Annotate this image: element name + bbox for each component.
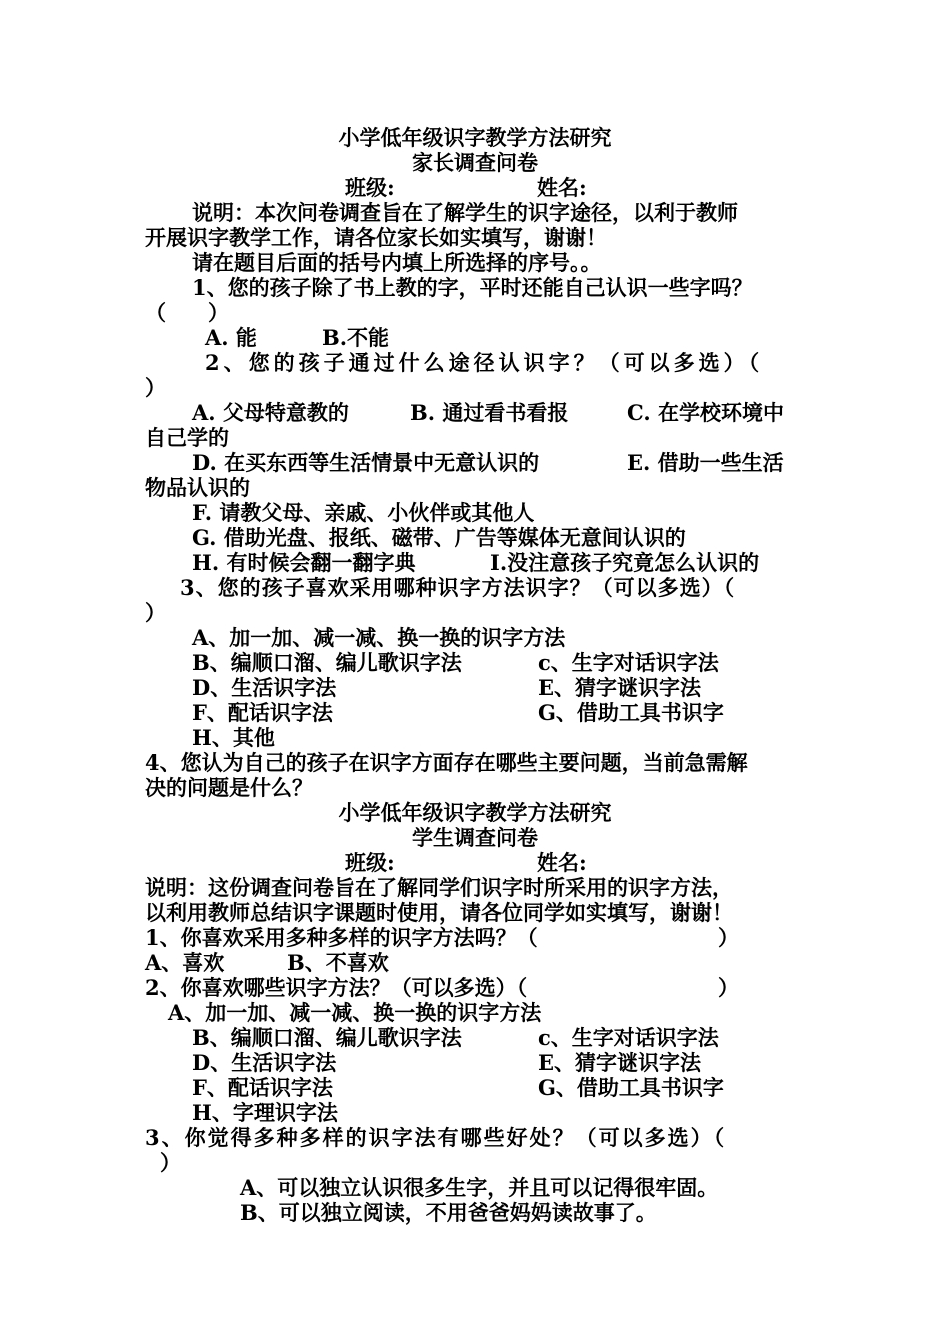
student-q1-option-b: B、不喜欢 (287, 950, 389, 975)
parent-q2-option-b: B. 通过看书看报 (410, 400, 569, 425)
student-q2-option-e: E、猜字谜识字法 (538, 1050, 702, 1075)
student-q2-option-f: F、配话识字法 (192, 1075, 333, 1100)
parent-q3-option-g: G、借助工具书识字 (538, 700, 724, 725)
parent-q3-option-a: A、加一加、减一减、换一换的识字方法 (192, 625, 566, 650)
student-q3-option-b: B、可以独立阅读，不用爸爸妈妈读故事了。 (240, 1200, 657, 1225)
student-q2-option-c: c、生字对话识字法 (538, 1025, 719, 1050)
student-q2-close: ） (718, 975, 739, 1000)
parent-q2-option-e-cont: 物品认识的 (145, 475, 250, 500)
student-q2-option-h: H、字理识字法 (192, 1100, 338, 1125)
parent-intro-line1: 说明：本次问卷调查旨在了解学生的识字途径，以利于教师 (192, 200, 738, 225)
parent-q1-option-a: A. 能 (205, 325, 257, 350)
student-q1-close: ） (718, 925, 739, 950)
parent-q1-text: 1、您的孩子除了书上教的字，平时还能自己认识一些字吗？ (192, 275, 753, 300)
student-q3-option-a: A、可以独立认识很多生字，并且可以记得很牢固。 (240, 1175, 719, 1200)
parent-q2-option-e: E. 借助一些生活 (627, 450, 784, 475)
parent-q3-option-h: H、其他 (192, 725, 275, 750)
parent-q2-option-c-cont: 自己学的 (145, 425, 229, 450)
parent-q2-close: ） (145, 375, 166, 400)
parent-intro-line2: 开展识字教学工作，请各位家长如实填写，谢谢！ (145, 225, 607, 250)
student-q1-text: 1、你喜欢采用多种多样的识字方法吗？（ (145, 925, 538, 950)
student-q2-option-g: G、借助工具书识字 (538, 1075, 724, 1100)
parent-q2-option-g: G. 借助光盘、报纸、磁带、广告等媒体无意间认识的 (192, 525, 686, 550)
parent-q3-option-e: E、猜字谜识字法 (538, 675, 702, 700)
parent-q2-option-c: C. 在学校环境中 (627, 400, 784, 425)
student-q3-text: 3、你觉得多种多样的识字法有哪些好处？（可以多选）（ (145, 1125, 727, 1150)
parent-survey-subtitle: 家长调查问卷 (412, 150, 538, 175)
parent-q1-option-b: B.不能 (322, 325, 390, 350)
parent-q2-option-a: A. 父母特意教的 (192, 400, 349, 425)
student-class-label: 班级: (345, 850, 395, 875)
parent-instruction: 请在题目后面的括号内填上所选择的序号。。 (192, 250, 602, 275)
student-name-label: 姓名: (537, 850, 587, 875)
student-q3-close: ） (160, 1150, 181, 1175)
parent-q2-option-f: F. 请教父母、亲戚、小伙伴或其他人 (192, 500, 535, 525)
parent-q4-line1: 4、您认为自己的孩子在识字方面存在哪些主要问题，当前急需解 (145, 750, 748, 775)
student-q1-option-a: A、喜欢 (145, 950, 225, 975)
parent-q3-option-c: c、生字对话识字法 (538, 650, 719, 675)
student-q2-option-a: A、加一加、减一减、换一换的识字方法 (168, 1000, 542, 1025)
parent-q2-option-h: H. 有时候会翻一翻字典 (192, 550, 416, 575)
parent-q2-option-d: D. 在买东西等生活情景中无意认识的 (192, 450, 540, 475)
parent-q2-option-i: I.没注意孩子究竟怎么认识的 (490, 550, 760, 575)
parent-class-label: 班级: (345, 175, 395, 200)
student-intro-line2: 以利用教师总结识字课题时使用，请各位同学如实填写，谢谢！ (145, 900, 733, 925)
student-q2-option-b: B、编顺口溜、编儿歌识字法 (192, 1025, 462, 1050)
parent-q3-text: 3、您的孩子喜欢采用哪种识字方法识字？（可以多选）（ (180, 575, 736, 600)
student-q2-text: 2、你喜欢哪些识字方法？（可以多选）（ (145, 975, 528, 1000)
parent-survey-title: 小学低年级识字教学方法研究 (338, 125, 612, 150)
parent-q4-line2: 决的问题是什么？ (145, 775, 313, 800)
parent-q2-text: 2、您的孩子通过什么途径认识字？（可以多选）（ (205, 350, 764, 375)
parent-q3-option-d: D、生活识字法 (192, 675, 337, 700)
parent-q1-answer-blank: （ ） (145, 300, 229, 325)
student-survey-title: 小学低年级识字教学方法研究 (338, 800, 612, 825)
parent-q3-option-b: B、编顺口溜、编儿歌识字法 (192, 650, 462, 675)
parent-q3-close: ） (145, 600, 166, 625)
student-survey-subtitle: 学生调查问卷 (412, 825, 538, 850)
student-intro-line1: 说明：这份调查问卷旨在了解同学们识字时所采用的识字方法， (145, 875, 733, 900)
student-q2-option-d: D、生活识字法 (192, 1050, 337, 1075)
parent-name-label: 姓名: (537, 175, 587, 200)
parent-q3-option-f: F、配话识字法 (192, 700, 333, 725)
